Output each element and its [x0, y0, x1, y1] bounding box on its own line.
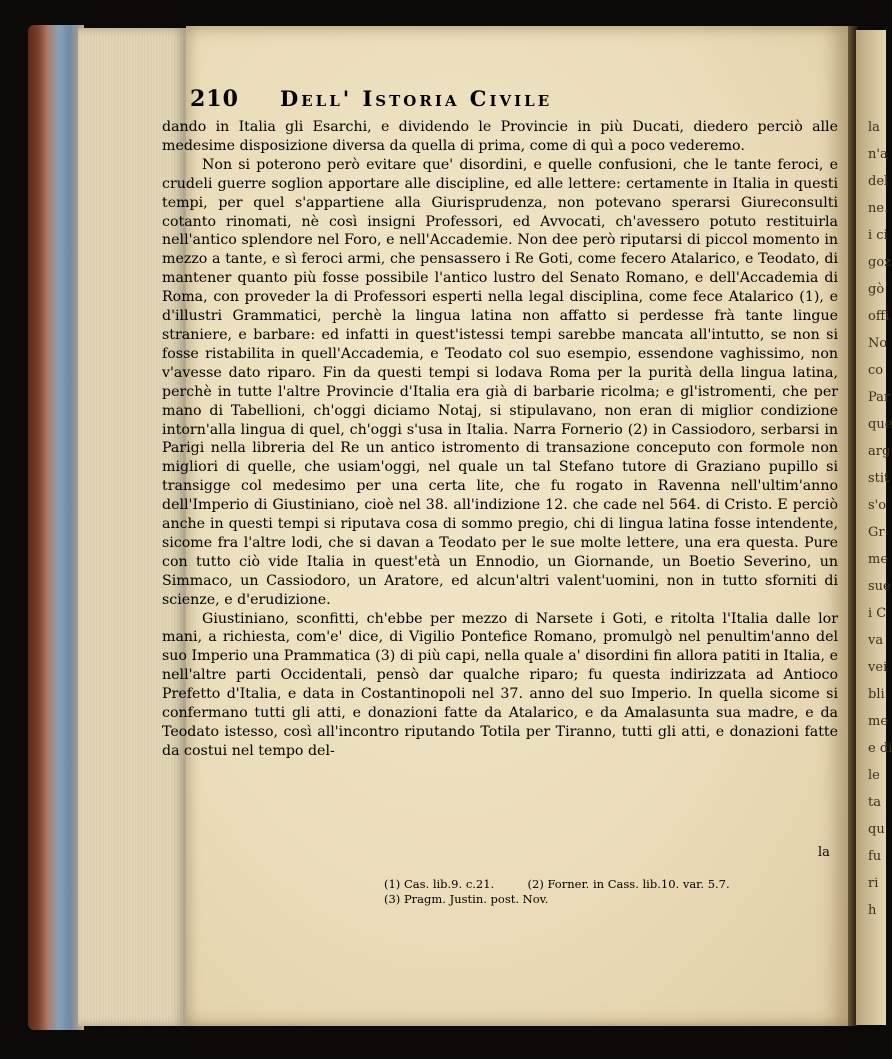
main-text	[162, 118, 838, 761]
right-page-text-fragment: e di	[868, 741, 892, 756]
right-page-text-fragment: bli	[868, 687, 885, 702]
paragraph: dando in Italia gli Esarchi, e dividendo le Provincie in più Ducati, diedero perciò alle medesime disposizione diversa da quella di prima, come di quì a poco vederemo.	[162, 119, 838, 154]
paragraph: Non si poterono però evitare que' disordini, e quelle confusioni, che le tante feroci, e crudeli guerre soglion apportare alle discipline, ed alle lettere: certamente in Italia in questi tempi, per quel s'appartiene alla Giurisprudenza, non potevano sperarsi Giureconsulti cotanto rinomati, nè così insigni Professori, ed Avvocati, ch'avessero potuto restituirla nell'antico splendore nel Foro, e nell'Accademie. Non dee però riputarsi di piccol momento in mezzo a tante, e sì feroci armi, che pensassero i Re Goti, come fecero Atalarico, e Teodato, di mantener quanto più fosse possibile l'antico lustro del Senato Romano, e dell'Accademia di Roma, con proveder la di Professori esperti nella legal disciplina, come fece Atalarico (1), e d'illustri Grammatici, perchè la lingua latina non affatto si perdesse frà tante lingue straniere, e barbare: ed infatti in quest'istessi tempi sarebbe mancata all'intutto, se non si fosse ristabilita in quell'Accademia, e Teodato col suo esempio, essendone vaghissimo, non v'avesse dato riparo. Fin da questi tempi si lodava Roma per la purità della lingua latina, perchè in tutte l'altre Provincie d'Italia era già di barbarie ricolma; e gl'istromenti, che per mano di Tabellioni, ch'oggi diciamo Notaj, si stipulavano, non eran di miglior condizione intorn'alla lingua di quel, ch'oggi s'usa in Italia. Narra Fornerio (2) in Cassiodoro, serbarsi in Parigi nella libreria del Re un antico istromento di transazione conceputo con formole non migliori di quelle, che usiam'oggi, nel quale un tal Stefano tutore di Graziano pupillo si transigge col medesimo per una certa lite, che fu rogato in Ravenna nell'ultim'anno dell'Imperio di Giustiniano, cioè nel 38. all'indizione 12. che cade nel 564. di Cristo. E perciò anche in questi tempi si riputava cosa di sommo pregio, chi di lingua latina fosse intendente, sicome fra l'altre lodi, che si davan a Teodato per le sue molte lettere, una era questa. Pure con tutto ciò vide Italia in quest'età un Ennodio, un Giornande, un Boetio Severino, un Simmaco, un Cassiodoro, un Aratore, ed alcun'altri valent'uomini, non in tutto sforniti di scienze, e d'erudizione.	[162, 156, 838, 608]
right-page-text-fragment: i C	[868, 606, 887, 621]
right-page-text-fragment: del	[868, 174, 889, 189]
right-page-text-fragment: la	[868, 120, 880, 135]
right-page-text-fragment: co	[868, 363, 884, 378]
right-page-text-fragment: No	[868, 336, 888, 351]
catchword: la	[818, 845, 830, 860]
page-number: 210	[190, 86, 239, 112]
right-page-text-fragment: va	[868, 633, 884, 648]
right-page-text-fragment: Par	[868, 390, 891, 405]
book-cover-edge	[28, 25, 84, 1030]
right-page-text-fragment: me	[868, 552, 889, 567]
right-page-text-fragment: stit	[868, 471, 890, 486]
footnote: (1) Cas. lib.9. c.21.	[384, 877, 495, 891]
right-page-text-fragment: que	[868, 417, 892, 432]
right-page-text-fragment: me	[868, 714, 889, 729]
footnotes	[384, 877, 730, 907]
right-page-text-fragment: i ci	[868, 228, 888, 243]
right-page-text-fragment: Gr	[868, 525, 885, 540]
right-page-text-fragment: le	[868, 768, 880, 783]
right-page-text-fragment: qu	[868, 822, 885, 837]
right-page-text-fragment: h	[868, 903, 877, 918]
right-page-fragment	[856, 30, 892, 1025]
right-page-text-fragment: fu	[868, 849, 882, 864]
paragraph: Giustiniano, sconfitti, ch'ebbe per mezzo di Narsete i Goti, e ritolta l'Italia dalle lor mani, a richiesta, com'e' dice, di Vigilio Pontefice Romano, promulgò nel penultim'anno del suo Imperio una Prammatica (3) di più capi, nella quale a' disordini fin allora patiti in Italia, e nell'altre parti Occidentali, pensò dar qualche riparo; fu questa indirizzata ad Antioco Prefetto d'Italia, e data in Costantinopoli nel 37. anno del suo Imperio. In quella sicome si confermano tutti gli atti, e donazioni fatte da Atalarico, e da Amalasunta sua madre, e da Teodato istesso, così all'incontro riputando Totila per Tiranno, tutti gli atti, e donazioni fatte da costui nel tempo del-	[162, 610, 838, 759]
right-page-text-fragment: gò	[868, 282, 885, 297]
footnote: (3) Pragm. Justin. post. Nov.	[384, 892, 549, 906]
right-page-text-fragment: vei	[868, 660, 888, 675]
right-page-text-fragment: s'o	[868, 498, 887, 513]
running-title: Dell' Istoria Civile	[280, 86, 553, 111]
right-page-text-fragment: sue	[868, 579, 891, 594]
footnote: (2) Forner. in Cass. lib.10. var. 5.7.	[527, 877, 730, 891]
right-page-text-fragment: goz	[868, 255, 891, 270]
page-header	[190, 86, 750, 116]
right-page-text-fragment: offi	[868, 309, 890, 324]
right-page-text-fragment: ne.	[868, 201, 889, 216]
right-page-text-fragment: ta	[868, 795, 881, 810]
right-page-text-fragment: n'a	[868, 147, 888, 162]
right-page-text-fragment: arg	[868, 444, 891, 459]
right-page-text-fragment: ri	[868, 876, 879, 891]
